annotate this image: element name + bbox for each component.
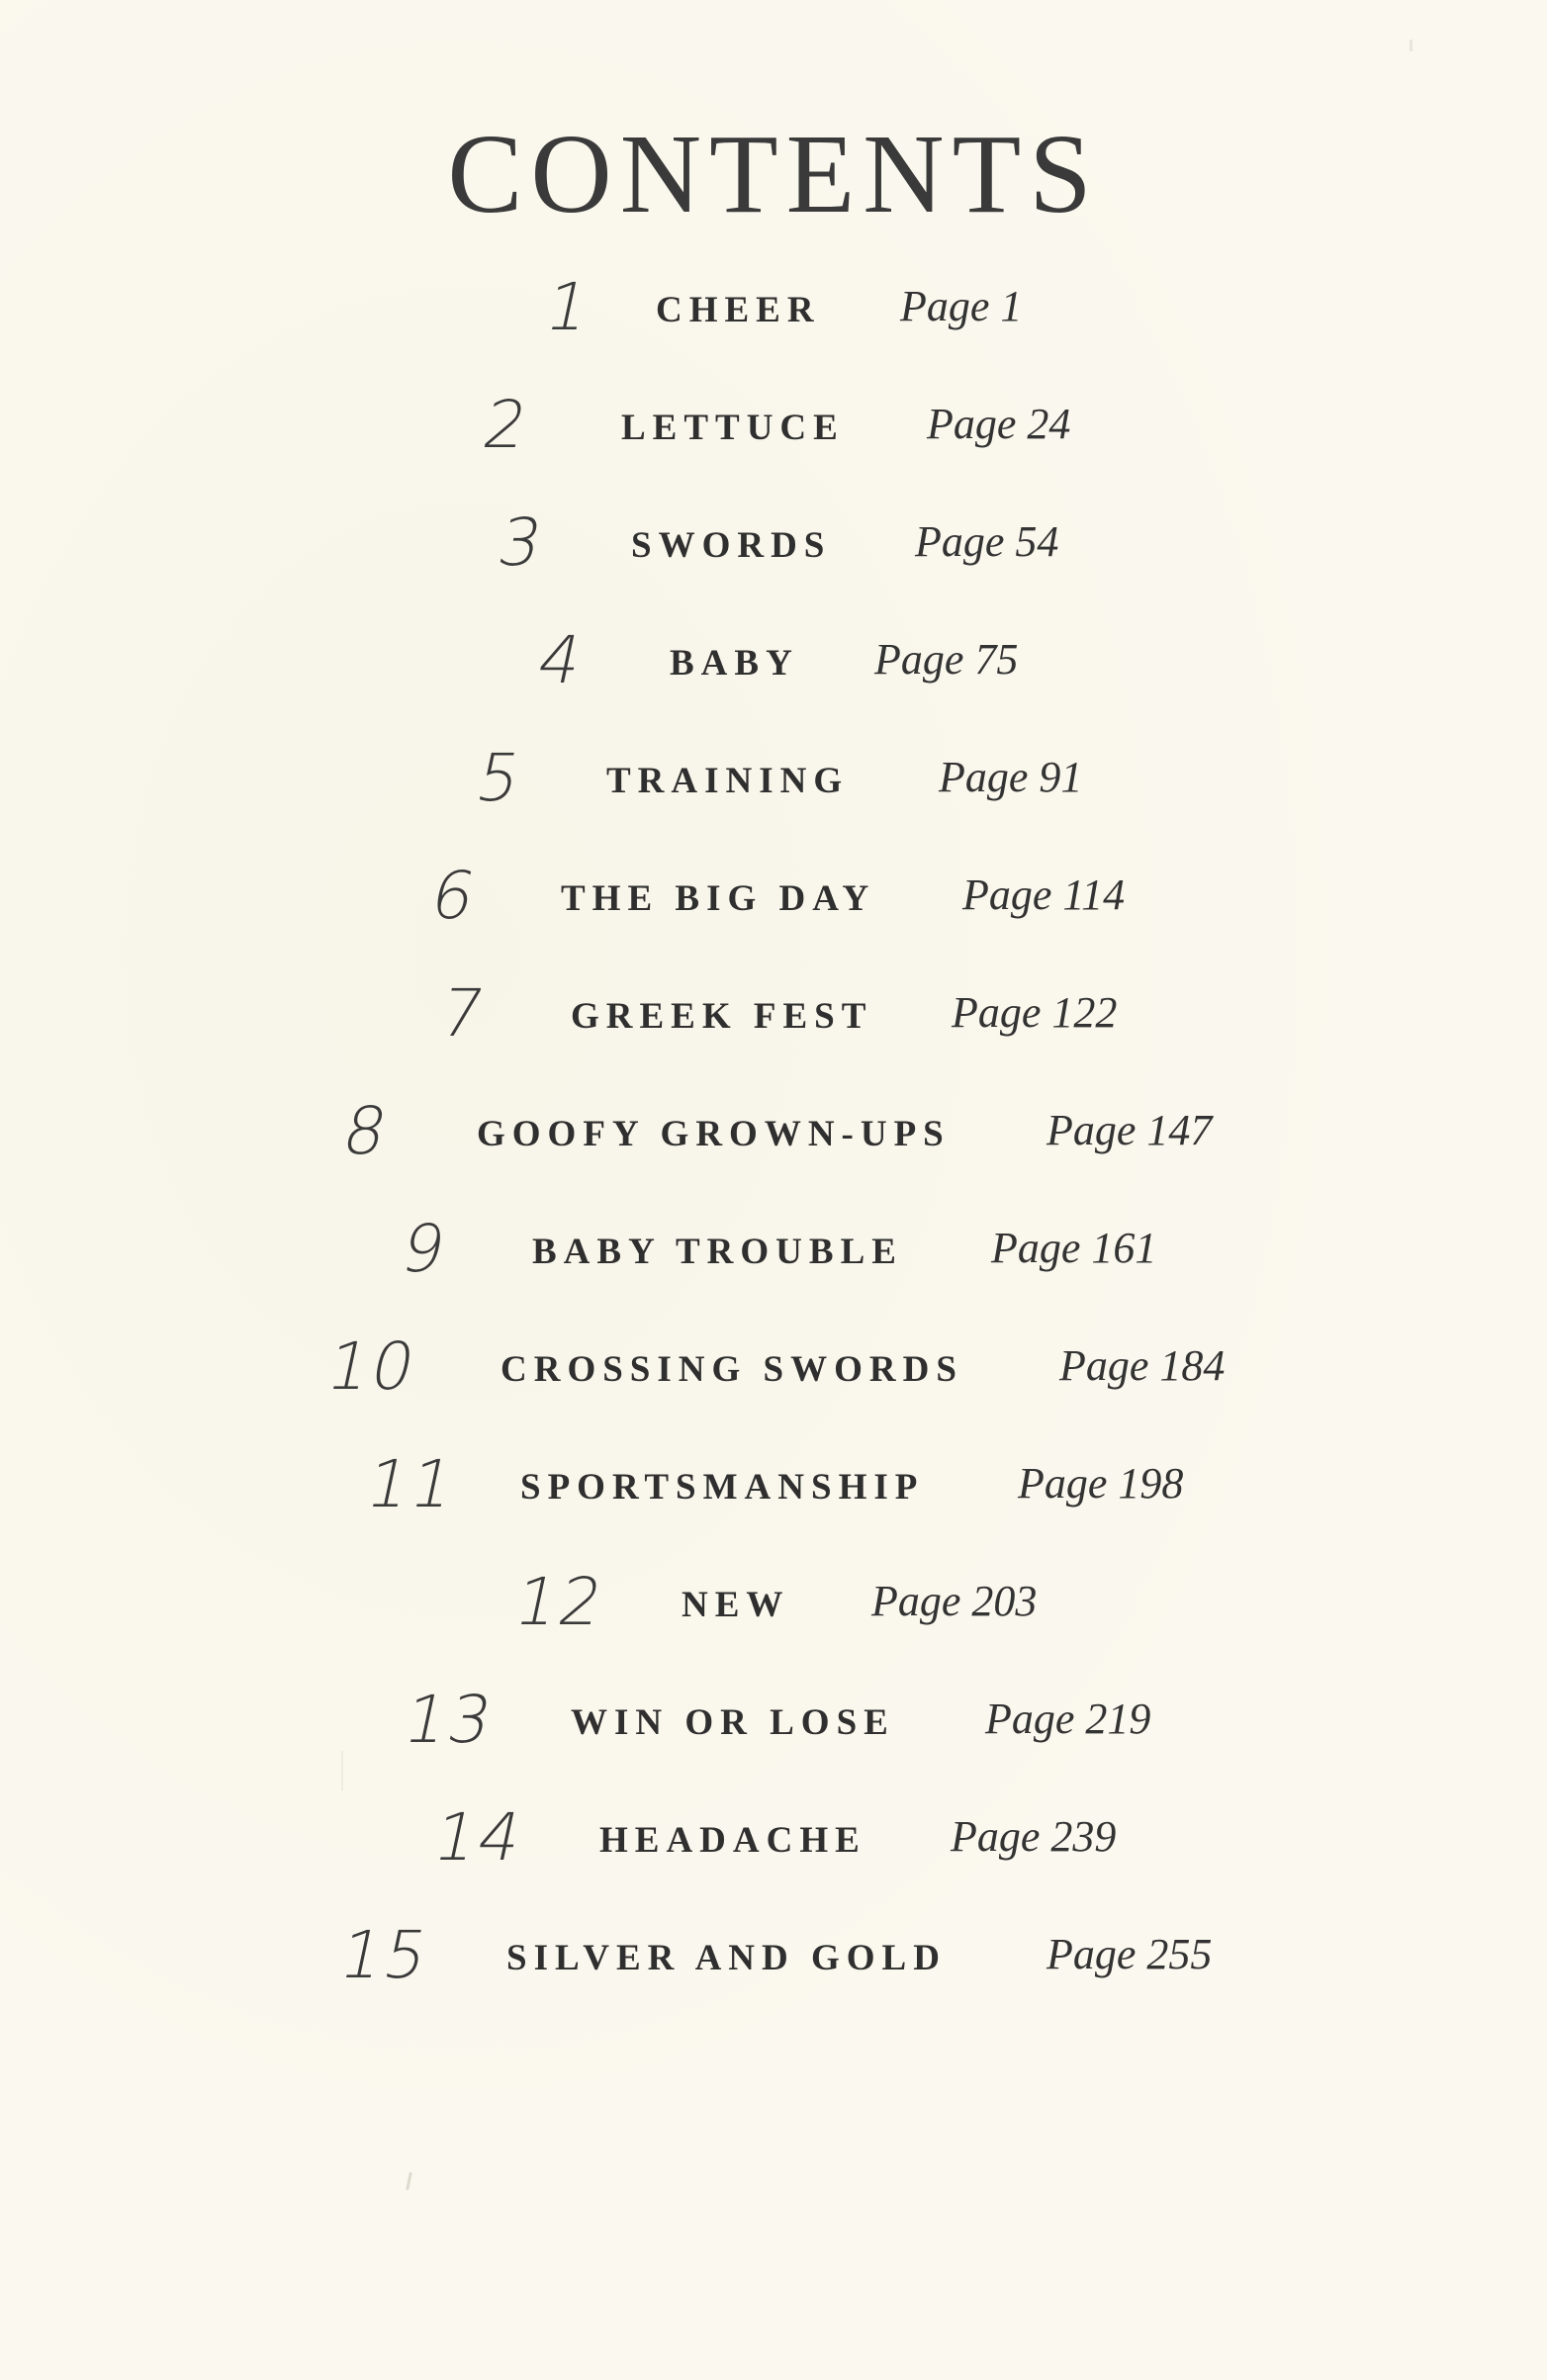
chapter-title: TRAINING — [606, 761, 850, 801]
handwritten-chapter-number: 8 — [335, 1093, 397, 1169]
chapter-title: SWORDS — [631, 525, 832, 566]
chapter-title: SILVER AND GOLD — [506, 1938, 947, 1978]
paper-speck — [1410, 40, 1412, 51]
chapter-page: Page 24 — [927, 400, 1071, 448]
handwritten-chapter-number: 3 — [491, 504, 552, 581]
chapter-page: Page 114 — [962, 870, 1126, 919]
chapter-title: THE BIG DAY — [561, 878, 876, 919]
handwritten-chapter-number: 1 — [538, 269, 599, 345]
handwritten-chapter-number: 11 — [359, 1446, 464, 1522]
chapter-page: Page 203 — [871, 1577, 1038, 1625]
handwritten-chapter-number: 10 — [319, 1328, 424, 1405]
chapter-title: GREEK FEST — [571, 996, 873, 1037]
handwritten-chapter-number: 6 — [423, 858, 485, 934]
chapter-page: Page 161 — [991, 1224, 1157, 1272]
handwritten-chapter-number: 15 — [332, 1917, 437, 1993]
handwritten-chapter-number: 12 — [507, 1564, 612, 1640]
chapter-title: NEW — [682, 1585, 790, 1625]
chapter-page: Page 122 — [952, 988, 1118, 1037]
chapter-title: BABY TROUBLE — [532, 1232, 903, 1272]
handwritten-chapter-number: 7 — [432, 975, 494, 1052]
chapter-page: Page 147 — [1046, 1106, 1213, 1154]
chapter-page: Page 184 — [1059, 1341, 1226, 1390]
chapter-title: GOOFY GROWN-UPS — [477, 1114, 951, 1154]
chapter-title: LETTUCE — [621, 408, 845, 448]
chapter-title: HEADACHE — [599, 1820, 866, 1861]
handwritten-chapter-number: 9 — [394, 1211, 455, 1287]
chapter-page: Page 219 — [985, 1694, 1151, 1743]
chapter-title: WIN OR LOSE — [571, 1702, 895, 1743]
handwritten-chapter-number: 5 — [469, 740, 530, 816]
paper-speck — [406, 2172, 412, 2190]
handwritten-chapter-number: 14 — [426, 1799, 531, 1876]
chapter-page: Page 75 — [874, 635, 1019, 684]
page-title: CONTENTS — [447, 111, 1100, 236]
chapter-title: BABY — [670, 643, 799, 684]
chapter-page: Page 198 — [1018, 1459, 1184, 1508]
chapter-title: CHEER — [656, 290, 821, 330]
handwritten-chapter-number: 2 — [476, 387, 537, 463]
chapter-title: CROSSING SWORDS — [500, 1349, 963, 1390]
chapter-page: Page 239 — [951, 1812, 1117, 1861]
handwritten-chapter-number: 13 — [397, 1682, 501, 1758]
handwritten-chapter-number: 4 — [530, 622, 592, 698]
chapter-page: Page 54 — [915, 517, 1059, 566]
chapter-page: Page 255 — [1046, 1930, 1213, 1978]
chapter-page: Page 91 — [939, 753, 1083, 801]
chapter-page: Page 1 — [900, 282, 1023, 330]
chapter-title: SPORTSMANSHIP — [520, 1467, 925, 1508]
paper-speck — [341, 1751, 343, 1790]
